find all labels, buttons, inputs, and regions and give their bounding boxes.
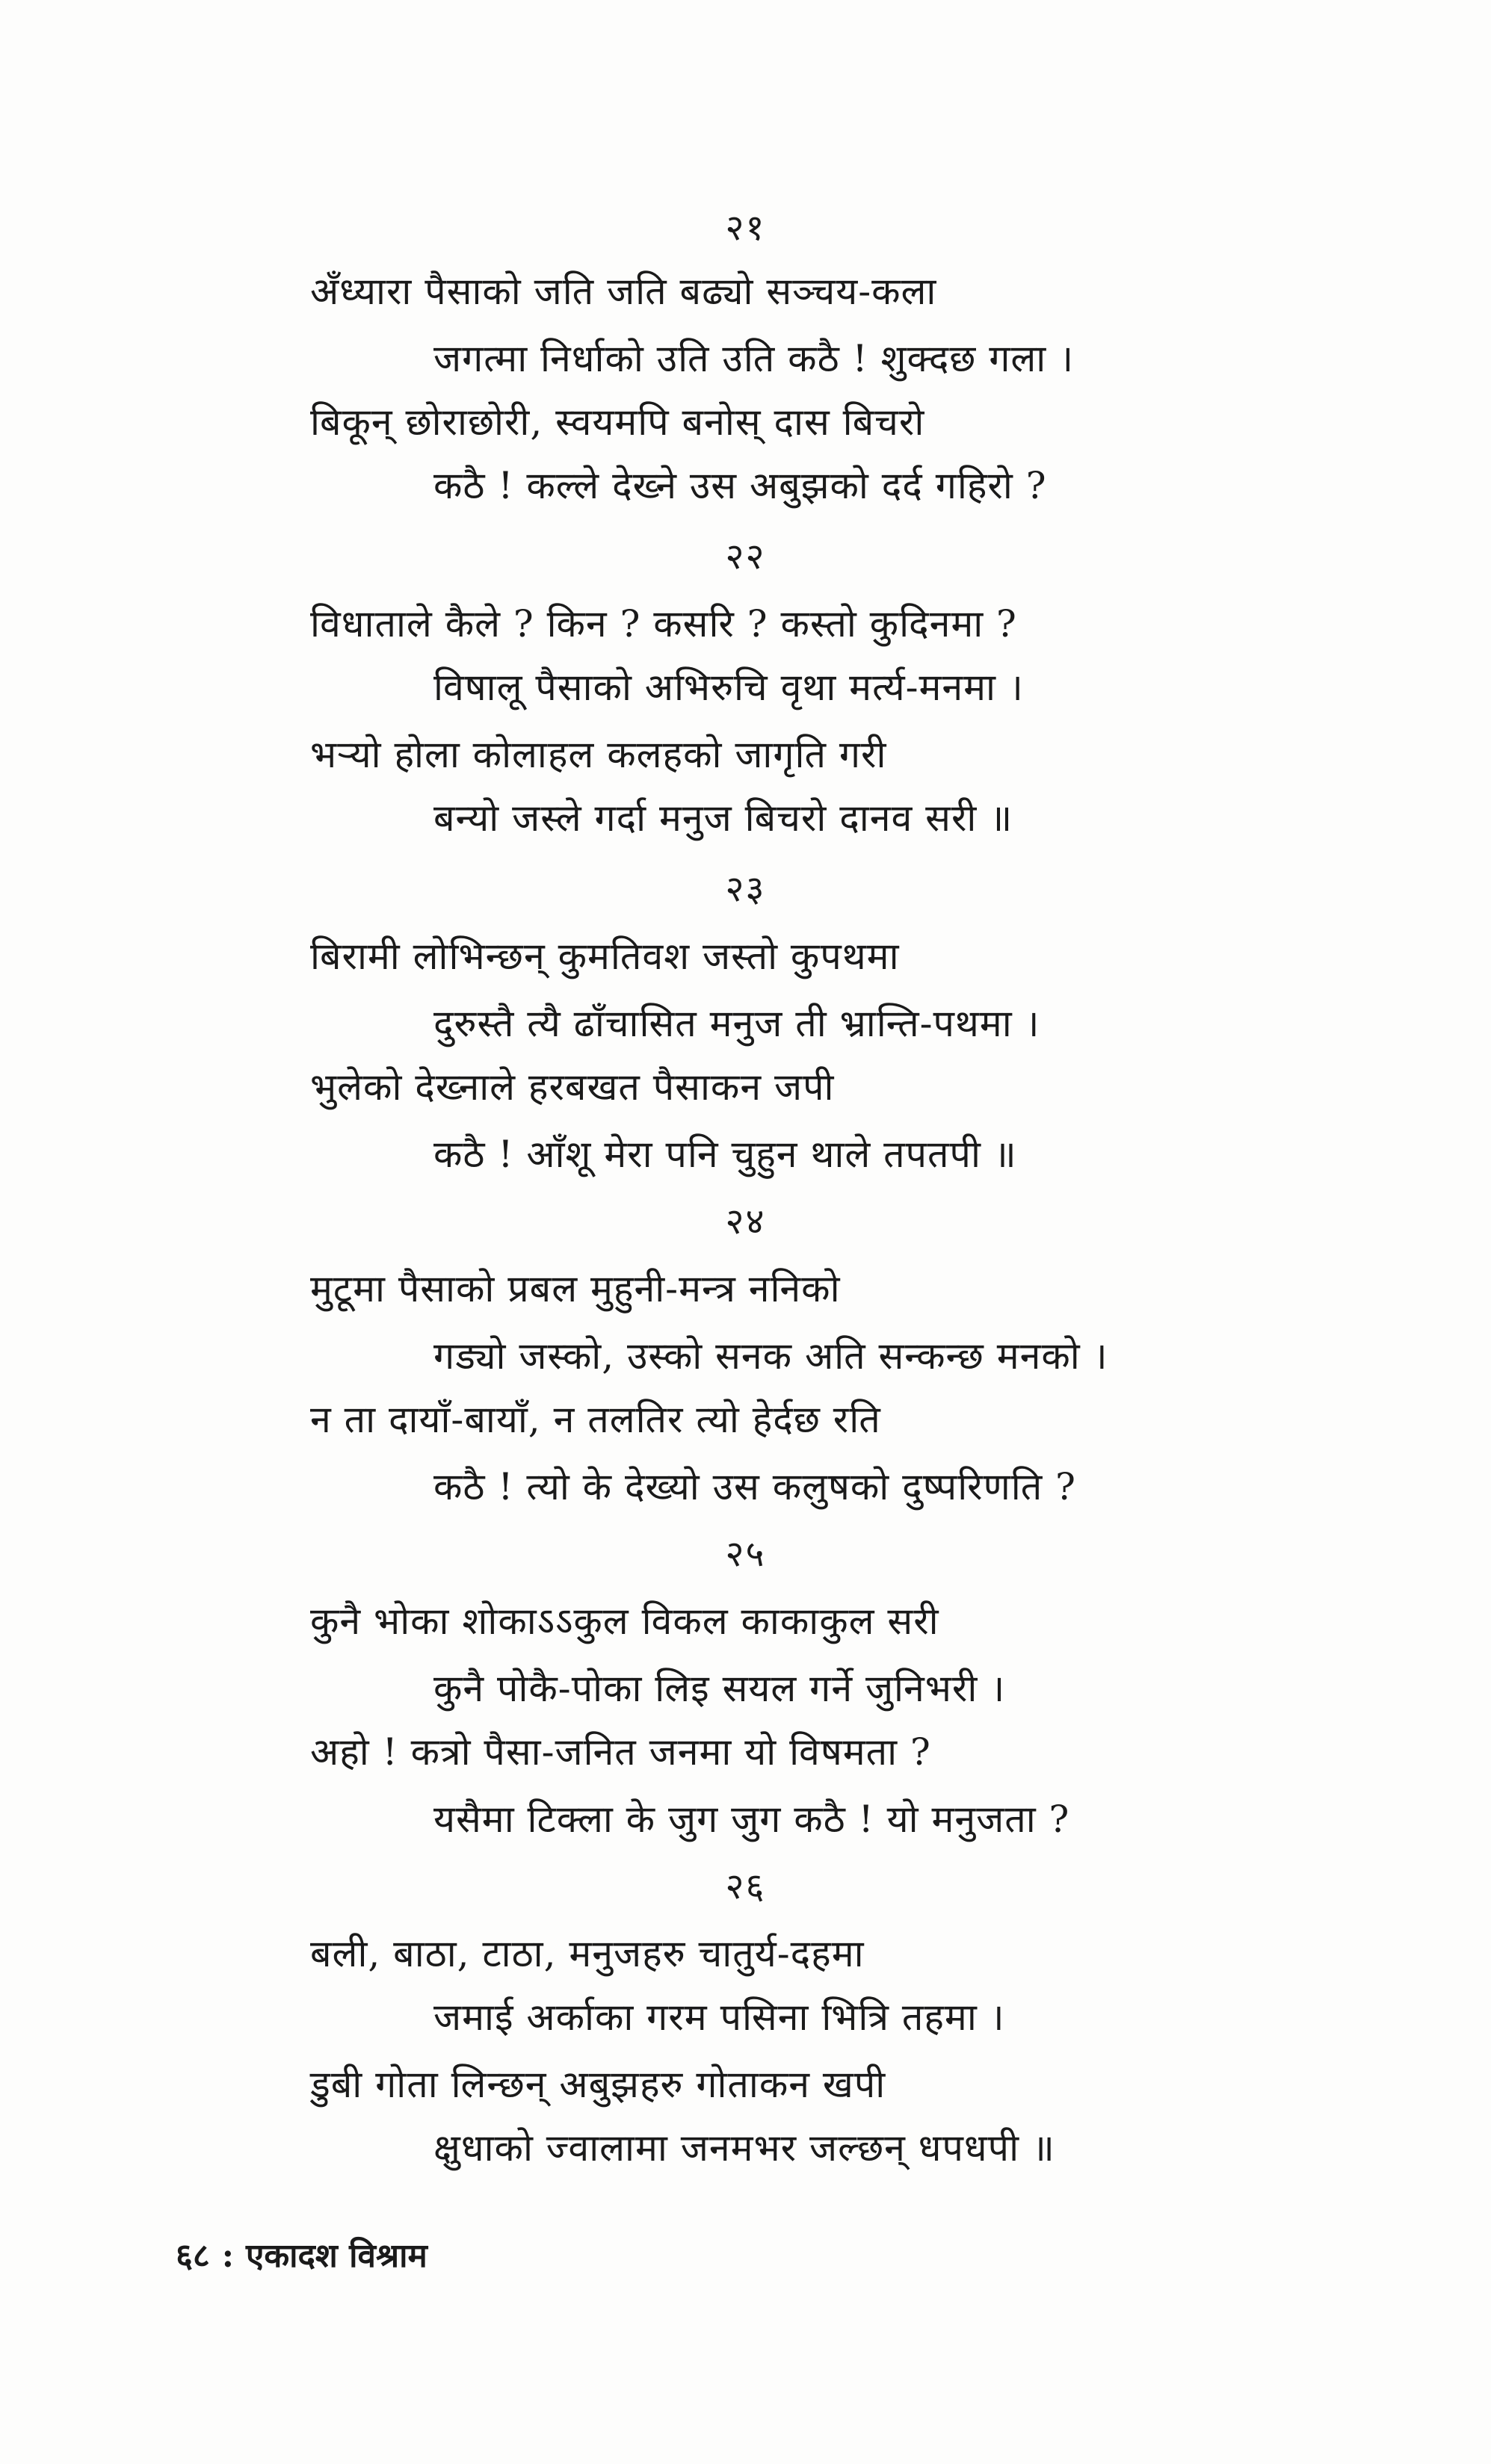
verse-number: २२ (725, 536, 766, 578)
verse-line: बन्यो जस्ले गर्दा मनुज बिचरो दानव सरी ॥ (433, 796, 1013, 840)
verse-line: कठै ! कल्ले देख्ने उस अबुझको दर्द गहिरो ? (433, 464, 1047, 507)
verse-line: बिकून् छोराछोरी, स्वयमपि बनोस् दास बिचरो (310, 400, 925, 444)
verse-number: २४ (725, 1201, 766, 1242)
verse-line: कठै ! त्यो के देख्यो उस कलुषको दुष्परिणति ? (433, 1465, 1076, 1508)
verse-line: अँध्यारा पैसाको जति जति बढ्यो सञ्चय-कला (310, 270, 937, 313)
section-title: एकादश विश्राम (246, 2237, 427, 2275)
verse-line: कुनै पोकै-पोका लिइ सयल गर्ने जुनिभरी । (433, 1667, 1006, 1710)
verse-number: २३ (725, 868, 766, 910)
verse-number: २६ (725, 1866, 766, 1907)
verse-line: क्षुधाको ज्वालामा जनमभर जल्छन् धपधपी ॥ (433, 2126, 1055, 2170)
verse-line: बली, बाठा, टाठा, मनुजहरु चातुर्य-दहमा (310, 1932, 865, 1975)
footer-separator: : (221, 2237, 235, 2275)
verse-line: बिरामी लोभिन्छन् कुमतिवश जस्तो कुपथमा (310, 935, 900, 978)
verse-line: जमाई अर्काका गरम पसिना भित्रि तहमा । (433, 1996, 1005, 2039)
verse-number: २५ (725, 1533, 766, 1575)
verse-line: भुलेको देख्नाले हरबखत पैसाकन जपी (310, 1065, 835, 1109)
verse-line: जगत्मा निर्धाको उति उति कठै ! शुक्दछ गला । (433, 337, 1075, 380)
verse-line: अहो ! कत्रो पैसा-जनित जनमा यो विषमता ? (310, 1730, 931, 1774)
verse-line: भऱ्यो होला कोलाहल कलहको जागृति गरी (310, 733, 887, 776)
verse-number: २१ (725, 207, 766, 249)
verse-line: न ता दायाँ-बायाँ, न तलतिर त्यो हेर्दछ रति (310, 1398, 881, 1441)
verse-line: दुरुस्तै त्यै ढाँचासित मनुज ती भ्रान्ति-पथमा । (433, 1002, 1040, 1045)
verse-line: यसैमा टिक्ला के जुग जुग कठै ! यो मनुजता ? (433, 1798, 1070, 1841)
verse-line: मुटूमा पैसाको प्रबल मुहुनी-मन्त्र ननिको (310, 1267, 841, 1310)
verse-line: कुनै भोका शोकाऽऽकुल विकल काकाकुल सरी (310, 1600, 939, 1643)
verse-line: विधाताले कैले ? किन ? कसरि ? कस्तो कुदिनमा ? (310, 602, 1017, 646)
verse-line: डुबी गोता लिन्छन् अबुझहरु गोताकन खपी (310, 2063, 886, 2106)
page-footer (176, 2234, 427, 2279)
verse-line: गड्यो जस्को, उस्को सनक अति सन्कन्छ मनको । (433, 1334, 1108, 1378)
verse-line: विषालू पैसाको अभिरुचि वृथा मर्त्य-मनमा । (433, 666, 1024, 709)
page-number: ६८ (176, 2237, 210, 2275)
verse-line: कठै ! आँशू मेरा पनि चुहुन थाले तपतपी ॥ (433, 1133, 1017, 1176)
